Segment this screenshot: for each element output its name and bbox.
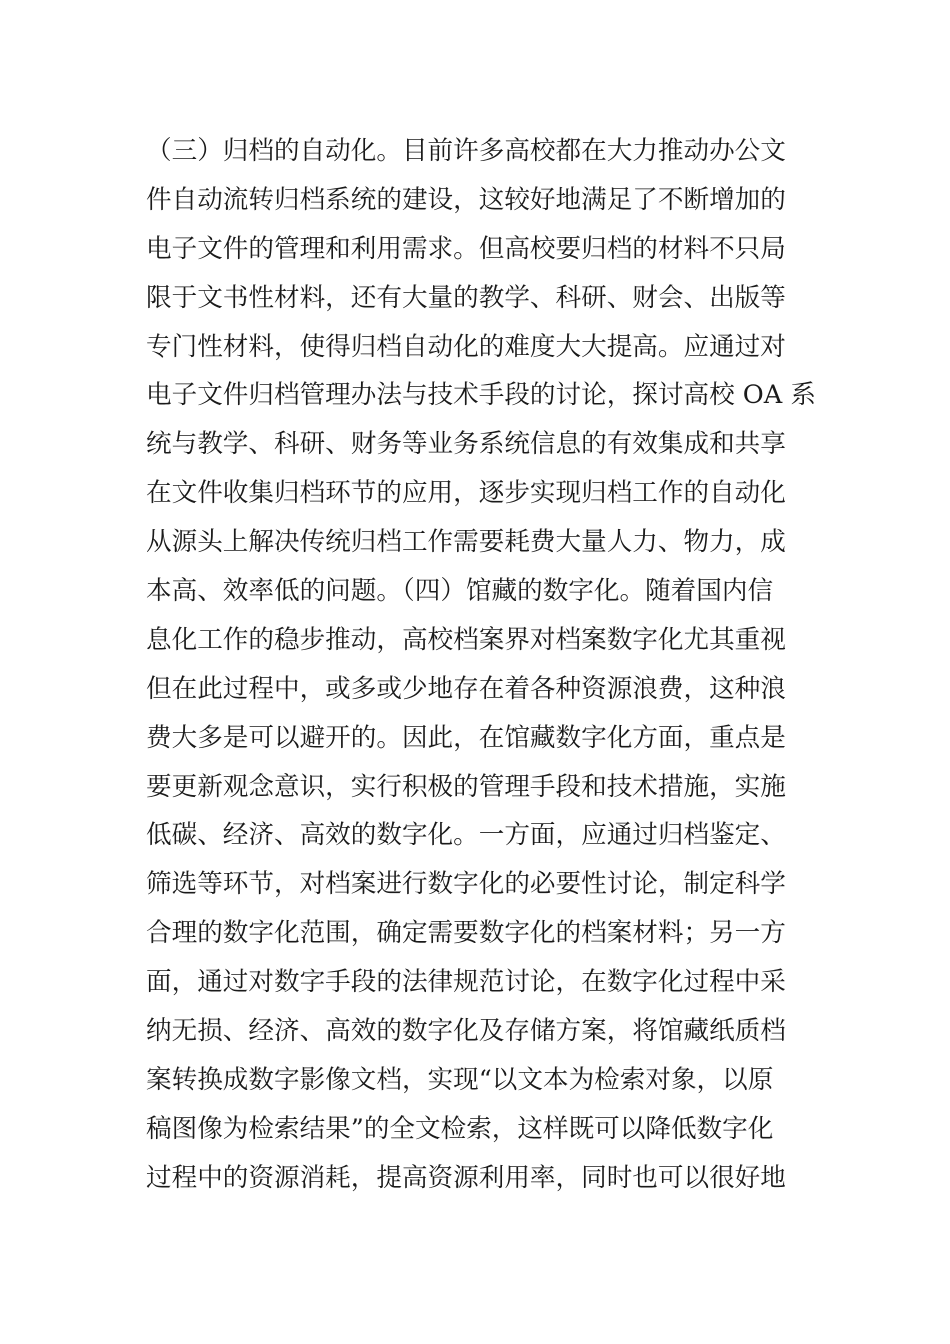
text-line-8: 在文件收集归档环节的应用，逐步实现归档工作的自动化 — [146, 478, 786, 509]
body-text — [146, 127, 816, 1203]
text-line-14: 要更新观念意识，实行积极的管理手段和技术措施，实施 — [146, 771, 786, 802]
text-line-13: 费大多是可以避开的。因此，在馆藏数字化方面，重点是 — [146, 722, 786, 753]
text-line-6: 电子文件归档管理办法与技术手段的讨论，探讨高校 OA 系 — [146, 380, 816, 411]
text-line-1: （三）归档的自动化。目前许多高校都在大力推动办公文 — [146, 136, 786, 166]
text-line-12: 但在此过程中，或多或少地存在着各种资源浪费，这种浪 — [146, 673, 786, 704]
text-line-17: 合理的数字化范围，确定需要数字化的档案材料；另一方 — [146, 918, 786, 949]
text-line-19: 纳无损、经济、高效的数字化及存储方案，将馆藏纸质档 — [146, 1016, 786, 1047]
text-line-5: 专门性材料，使得归档自动化的难度大大提高。应通过对 — [146, 331, 786, 362]
text-line-4: 限于文书性材料，还有大量的教学、科研、财会、出版等 — [146, 282, 786, 313]
text-line-22: 过程中的资源消耗，提高资源利用率，同时也可以很好地 — [146, 1162, 786, 1193]
text-line-3: 电子文件的管理和利用需求。但高校要归档的材料不只局 — [146, 233, 786, 264]
text-line-7: 统与教学、科研、财务等业务系统信息的有效集成和共享 — [146, 429, 786, 460]
text-line-21: 稿图像为检索结果”的全文检索，这样既可以降低数字化 — [146, 1113, 774, 1144]
text-line-11: 息化工作的稳步推动，高校档案界对档案数字化尤其重视 — [146, 624, 786, 655]
text-line-2: 件自动流转归档系统的建设，这较好地满足了不断增加的 — [146, 184, 786, 215]
text-line-16: 筛选等环节，对档案进行数字化的必要性讨论，制定科学 — [146, 869, 786, 900]
text-line-20: 案转换成数字影像文档，实现“以文本为检索对象，以原 — [146, 1064, 774, 1095]
text-line-9: 从源头上解决传统归档工作需要耗费大量人力、物力，成 — [146, 527, 786, 558]
text-line-15: 低碳、经济、高效的数字化。一方面，应通过归档鉴定、 — [146, 820, 786, 851]
text-line-10: 本高、效率低的问题。（四）馆藏的数字化。随着国内信 — [146, 576, 774, 607]
text-line-18: 面，通过对数字手段的法律规范讨论，在数字化过程中采 — [146, 967, 786, 998]
